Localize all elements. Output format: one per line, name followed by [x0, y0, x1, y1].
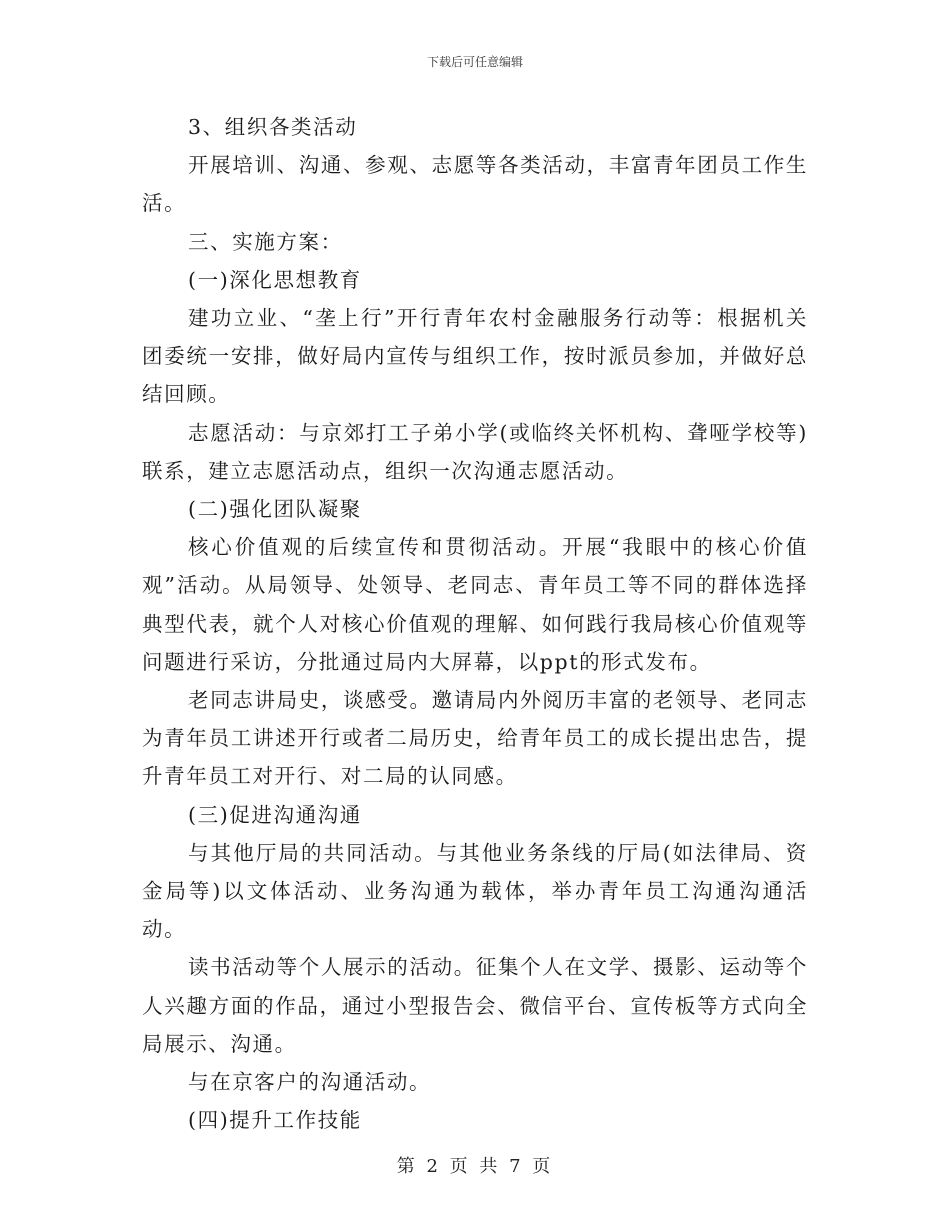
paragraph: 三、实施方案： — [188, 229, 343, 254]
paragraph: 开展培训、沟通、参观、志愿等各类活动，丰富青年团员工作生活。 — [142, 153, 808, 216]
page-footer: 第 2 页 共 7 页 — [396, 1156, 554, 1177]
paragraph: (一)深化思想教育 — [188, 267, 362, 292]
paragraph: 建功立业、“垄上行”开行青年农村金融服务行动等：根据机关团委统一安排，做好局内宣传与组织工作，按时派员参加，并做好总结回顾。 — [142, 306, 808, 407]
paragraph: 与其他厅局的共同活动。与其他业务条线的厅局(如法律局、资金局等)以文体活动、业务沟通为载体，举办青年员工沟通沟通活动。 — [142, 840, 808, 942]
paragraph: 核心价值观的后续宣传和贯彻活动。开展“我眼中的核心价值观”活动。从局领导、处领导、老同志、青年员工等不同的群体选择典型代表，就个人对核心价值观的理解、如何践行我局核心价值观等问题进行采访，分批通过局内大屏幕，以ppt的形式发布。 — [142, 535, 808, 674]
paragraph: 3、组织各类活动 — [188, 115, 358, 139]
paragraph: 与在京客户的沟通活动。 — [188, 1070, 432, 1095]
document-body — [142, 108, 808, 1139]
paragraph: 老同志讲局史，谈感受。邀请局内外阅历丰富的老领导、老同志为青年员工讲述开行或者二局历史，给青年员工的成长提出忠告，提升青年员工对开行、对二局的认同感。 — [142, 688, 808, 789]
page-header: 下载后可任意编辑 — [426, 55, 523, 69]
paragraph: 志愿活动：与京郊打工子弟小学(或临终关怀机构、聋哑学校等)联系，建立志愿活动点，组织一次沟通志愿活动。 — [142, 420, 808, 483]
paragraph: (三)促进沟通沟通 — [188, 802, 362, 827]
paragraph: (二)强化团队凝聚 — [188, 497, 362, 522]
paragraph: (四)提升工作技能 — [188, 1108, 362, 1133]
paragraph: 读书活动等个人展示的活动。征集个人在文学、摄影、运动等个人兴趣方面的作品，通过小型报告会、微信平台、宣传板等方式向全局展示、沟通。 — [142, 955, 808, 1056]
